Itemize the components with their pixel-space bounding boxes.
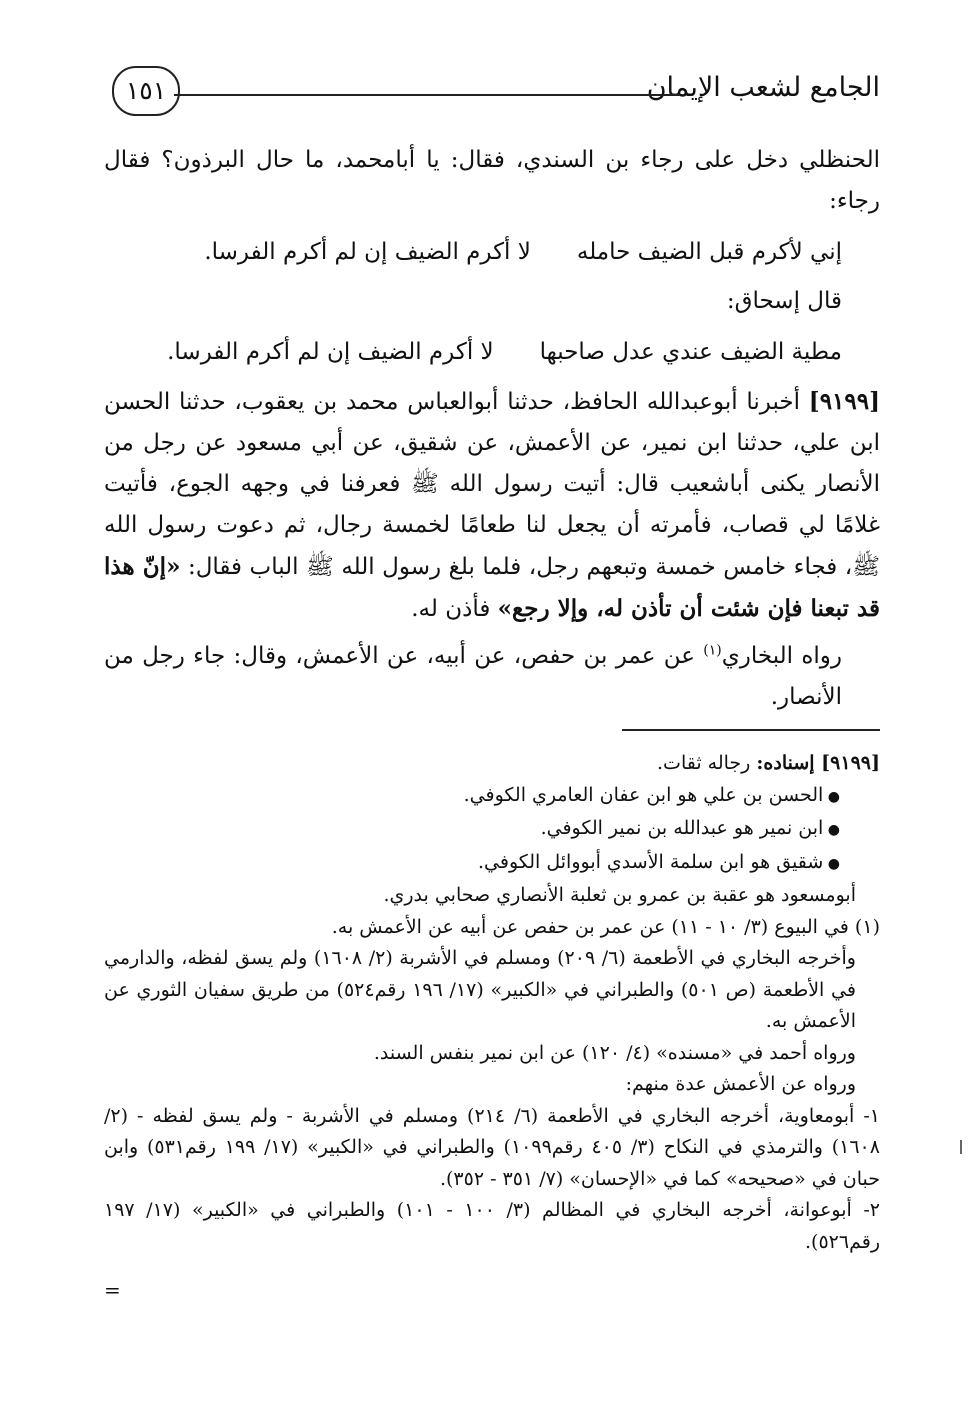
continuation-mark: = xyxy=(104,1278,121,1302)
footnote-1: (١) في البيوع (٣/ ١٠ - ١١) عن عمر بن حفص عن أبيه عن الأعمش به. xyxy=(331,915,880,938)
narrator-note: ● ابن نمير هو عبدالله بن نمير الكوفي. xyxy=(104,813,880,847)
footnote-divider xyxy=(622,729,880,731)
verse-1-first-hemistich: إني لأكرم قبل الضيف حامله xyxy=(576,239,842,265)
verse-2-second-hemistich: لا أكرم الضيف إن لم أكرم الفرسا. xyxy=(167,339,494,365)
isnad-line xyxy=(104,748,880,780)
margin-mark xyxy=(960,1140,962,1154)
hadith-quote: «إنّ هذا قد تبعنا فإن شئت أن تأذن له، وإلا رجع» xyxy=(104,553,880,622)
verse-1 xyxy=(104,232,880,273)
isnad-verdict: رجاله ثقات. xyxy=(657,752,751,774)
verse-2-first-hemistich: مطية الضيف عندي عدل صاحبها xyxy=(539,339,842,365)
hadith-number: [٩١٩٩] xyxy=(808,388,880,415)
narrator-note: ● الحسن بن علي هو ابن عفان العامري الكوفي. xyxy=(104,780,880,814)
narrator-note: ● شقيق هو ابن سلمة الأسدي أبووائل الكوفي. xyxy=(104,847,880,881)
footnote-1-others: ورواه عن الأعمش عدة منهم: xyxy=(625,1073,856,1095)
paragraph-ishaq: قال إسحاق: xyxy=(726,288,842,314)
page-header xyxy=(104,66,880,122)
page-number: ١٥١ xyxy=(112,66,180,116)
footnote-1-item-2: ٢- أبوعوانة، أخرجه البخاري في المظالم (٣/ ١٠٠ - ١٠١) والطبراني في «الكبير» (١٧/ ١٩٧ رقم٥٢٦). xyxy=(104,1199,880,1253)
riwaya-start: رواه البخاري xyxy=(721,643,842,669)
footnote-ref: (١) xyxy=(703,642,722,659)
hadith-end: فأذن له. xyxy=(411,596,491,622)
hadith-text: أخبرنا أبوعبدالله الحافظ، حدثنا أبوالعباس محمد بن يعقوب، حدثنا الحسن ابن علي، حدثنا ابن نمير، عن الأعمش، عن شقيق، عن أبي مسعود عن رجل من الأنصار يكنى أباشعيب قال: أتيت رسول الله ﷺ فعرفنا في وجهه الجوع، فأتيت غلامًا لي قصاب، فأمرته أن يجعل لنا طعامًا لخمسة رجال، ثم دعوت رسول الله ﷺ، فجاء خامس خمسة وتبعهم رجل، فلما بلغ رسول الله ﷺ الباب فقال: xyxy=(104,389,880,580)
footnote-1-item-1: ١- أبومعاوية، أخرجه البخاري في الأطعمة (٦/ ٢١٤) ومسلم في الأشربة - ولم يسق لفظه - (٢/ ١٦٠٨) والترمذي في النكاح (٣/ ٤٠٥ رقم١٠٩٩) والطبراني في «الكبير» (١٧/ ١٩٩ رقم٥٣١) وابن حبان في «صحيحه» كما في «الإحسان» (٧/ ٣٥١ - ٣٥٢). xyxy=(104,1104,880,1190)
footnote-1-takhrij: وأخرجه البخاري في الأطعمة (٦/ ٢٠٩) ومسلم في الأشربة (٢/ ١٦٠٨) ولم يسق لفظه، والدارمي في الأطعمة (ص ٥٠١) والطبراني في «الكبير» (١٧/ ١٩٦ رقم٥٢٤) من طريق سفيان الثوري عن الأعمش به. xyxy=(104,947,856,1032)
running-title: الجامع لشعب الإيمان xyxy=(646,72,880,103)
abu-masud-note: أبومسعود هو عقبة بن عمرو بن ثعلبة الأنصاري صحابي بدري. xyxy=(383,884,856,906)
hadith-paragraph xyxy=(104,381,880,630)
verse-2 xyxy=(104,332,880,373)
isnad-label: [٩١٩٩] إسناده: xyxy=(756,752,880,774)
main-text xyxy=(104,140,880,718)
paragraph-intro: الحنظلي دخل على رجاء بن السندي، فقال: يا أبامحمد، ما حال البرذون؟ فقال رجاء: xyxy=(104,147,880,214)
footnote-1-ahmad: ورواه أحمد في «مسنده» (٤/ ١٢٠) عن ابن نمير بنفس السند. xyxy=(373,1041,856,1064)
riwaya-rest: عن عمر بن حفص، عن أبيه، عن الأعمش، وقال: جاء رجل من الأنصار. xyxy=(104,643,842,710)
verse-1-second-hemistich: لا أكرم الضيف إن لم أكرم الفرسا. xyxy=(204,239,531,265)
riwaya-paragraph xyxy=(104,636,880,718)
header-rule xyxy=(174,94,680,96)
footnotes xyxy=(104,748,880,1258)
